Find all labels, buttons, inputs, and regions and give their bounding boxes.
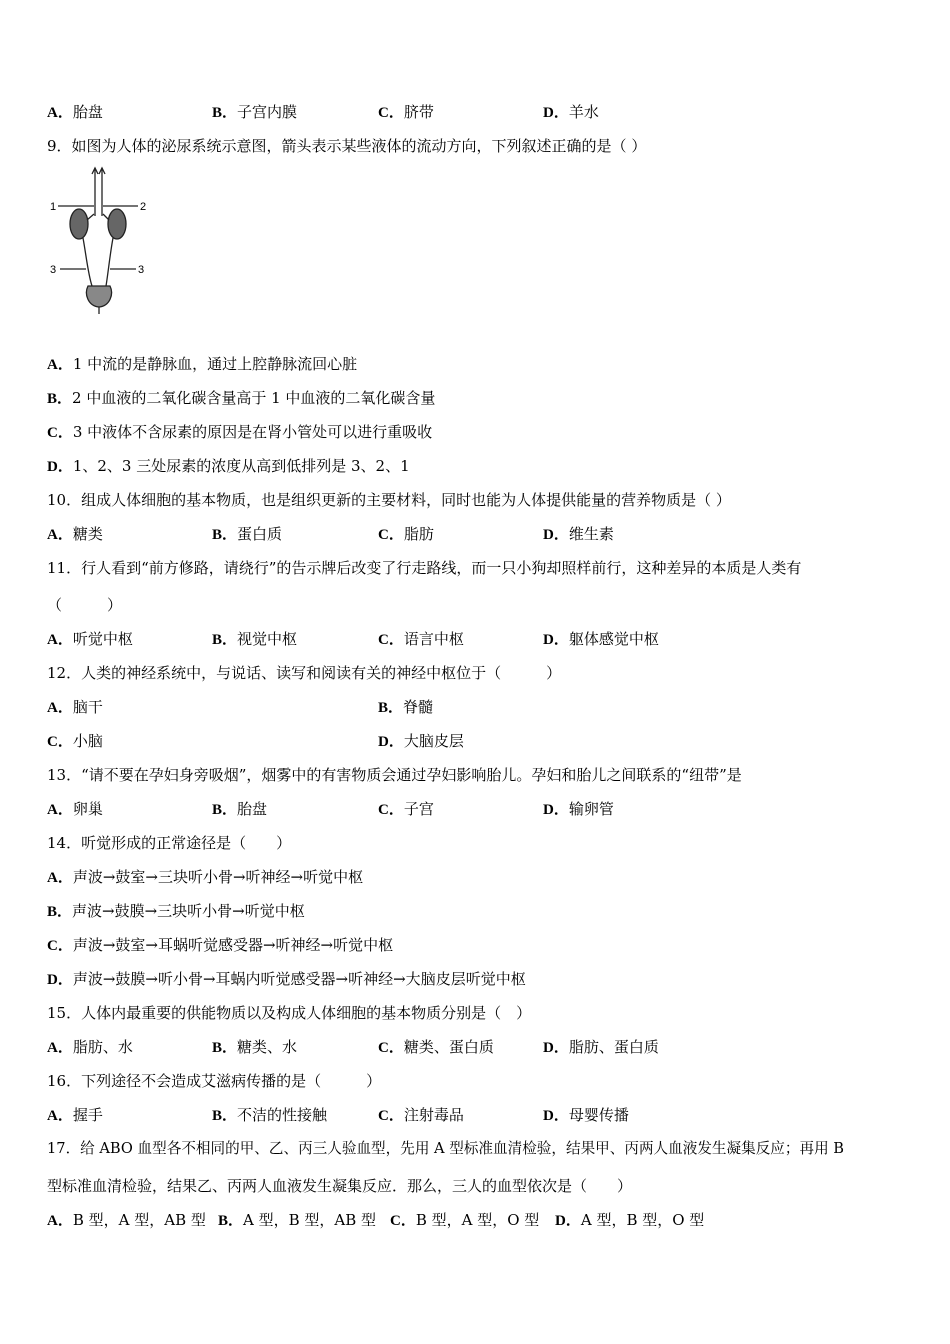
q17-option-b[interactable]: B．A 型，B 型，AB 型 [218, 1211, 377, 1229]
q16-option-b[interactable]: B．不洁的性接触 [212, 1106, 328, 1124]
q15-option-a[interactable]: A．脂肪、水 [47, 1038, 133, 1056]
q10-option-d[interactable]: D．维生素 [543, 525, 614, 543]
q17-option-a[interactable]: A．B 型，A 型，AB 型 [47, 1211, 206, 1229]
figure-label-3-right: 3 [138, 264, 145, 276]
q11-option-a[interactable]: A．听觉中枢 [47, 630, 133, 648]
q17-stem: 17．给 ABO 血型各不相同的甲、乙、丙三人验血型，先用 A 型标准血清检验，结果甲、丙两人血液发生凝集反应；再用 B [47, 1140, 845, 1157]
q11-stem: 11．行人看到“前方修路，请绕行”的告示牌后改变了行走路线，而一只小狗却照样前行，这种差异的本质是人类有 [47, 559, 802, 577]
q9-stem: 9．如图为人体的泌尿系统示意图，箭头表示某些液体的流动方向，下列叙述正确的是（ ） [47, 137, 647, 155]
q8-option-d[interactable]: D．羊水 [543, 103, 599, 121]
q11-stem-continued: （ ） [47, 596, 123, 614]
q8-option-c[interactable]: C．脐带 [378, 103, 434, 121]
q14-option-a[interactable]: A．声波→鼓室→三块听小骨→听神经→听觉中枢 [47, 868, 364, 886]
q12-stem: 12．人类的神经系统中，与说话、读写和阅读有关的神经中枢位于（ ） [47, 664, 562, 682]
q12-option-b[interactable]: B．脊髓 [378, 698, 434, 716]
q17-option-c[interactable]: C．B 型，A 型，O 型 [390, 1211, 540, 1229]
figure-label-3-left: 3 [50, 264, 57, 276]
q17-stem-continued: 型标准血清检验，结果乙、丙两人血液发生凝集反应．那么，三人的血型依次是（ ） [47, 1177, 633, 1195]
q16-option-d[interactable]: D．母婴传播 [543, 1106, 629, 1124]
q11-option-d[interactable]: D．躯体感觉中枢 [543, 630, 659, 648]
q9-option-c[interactable]: C．3 中液体不含尿素的原因是在肾小管处可以进行重吸收 [47, 423, 433, 441]
q16-stem: 16．下列途径不会造成艾滋病传播的是（ ） [47, 1072, 382, 1090]
q15-stem: 15．人体内最重要的供能物质以及构成人体细胞的基本物质分别是（ ） [47, 1004, 532, 1022]
q8-option-a[interactable]: A．胎盘 [47, 103, 103, 121]
q8-option-b[interactable]: B．子宫内膜 [212, 103, 298, 121]
q14-option-b[interactable]: B．声波→鼓膜→三块听小骨→听觉中枢 [47, 902, 305, 920]
urinary-system-diagram [50, 164, 155, 314]
q13-option-a[interactable]: A．卵巢 [47, 800, 103, 818]
q14-option-c[interactable]: C．声波→鼓室→耳蜗听觉感受器→听神经→听觉中枢 [47, 936, 394, 954]
q13-option-c[interactable]: C．子宫 [378, 800, 434, 818]
q9-option-a[interactable]: A．1 中流的是静脉血，通过上腔静脉流回心脏 [47, 355, 358, 373]
q15-option-c[interactable]: C．糖类、蛋白质 [378, 1038, 494, 1056]
q10-stem: 10．组成人体细胞的基本物质，也是组织更新的主要材料，同时也能为人体提供能量的营养物质是（ ） [47, 491, 731, 509]
figure-label-1: 1 [50, 201, 57, 213]
q16-option-a[interactable]: A．握手 [47, 1106, 103, 1124]
q12-option-d[interactable]: D．大脑皮层 [378, 732, 464, 750]
q17-option-d[interactable]: D．A 型，B 型，O 型 [555, 1211, 705, 1229]
figure-label-2: 2 [140, 201, 147, 213]
q16-option-c[interactable]: C．注射毒品 [378, 1106, 464, 1124]
q13-option-d[interactable]: D．输卵管 [543, 800, 614, 818]
q14-option-d[interactable]: D．声波→鼓膜→听小骨→耳蜗内听觉感受器→听神经→大脑皮层听觉中枢 [47, 970, 526, 988]
q10-option-b[interactable]: B．蛋白质 [212, 525, 283, 543]
q12-option-a[interactable]: A．脑干 [47, 698, 103, 716]
q11-option-c[interactable]: C．语言中枢 [378, 630, 464, 648]
q13-option-b[interactable]: B．胎盘 [212, 800, 268, 818]
q12-option-c[interactable]: C．小脑 [47, 732, 103, 750]
q10-option-c[interactable]: C．脂肪 [378, 525, 434, 543]
q11-option-b[interactable]: B．视觉中枢 [212, 630, 298, 648]
q15-option-d[interactable]: D．脂肪、蛋白质 [543, 1038, 659, 1056]
q15-option-b[interactable]: B．糖类、水 [212, 1038, 298, 1056]
q9-option-b[interactable]: B．2 中血液的二氧化碳含量高于 1 中血液的二氧化碳含量 [47, 389, 436, 407]
q13-stem: 13．“请不要在孕妇身旁吸烟”，烟雾中的有害物质会通过孕妇影响胎儿。孕妇和胎儿之间联系的“纽带”是 [47, 766, 742, 784]
q14-stem: 14．听觉形成的正常途径是（ ） [47, 834, 292, 852]
q10-option-a[interactable]: A．糖类 [47, 525, 103, 543]
q9-option-d[interactable]: D．1、2、3 三处尿素的浓度从高到低排列是 3、2、1 [47, 457, 410, 475]
